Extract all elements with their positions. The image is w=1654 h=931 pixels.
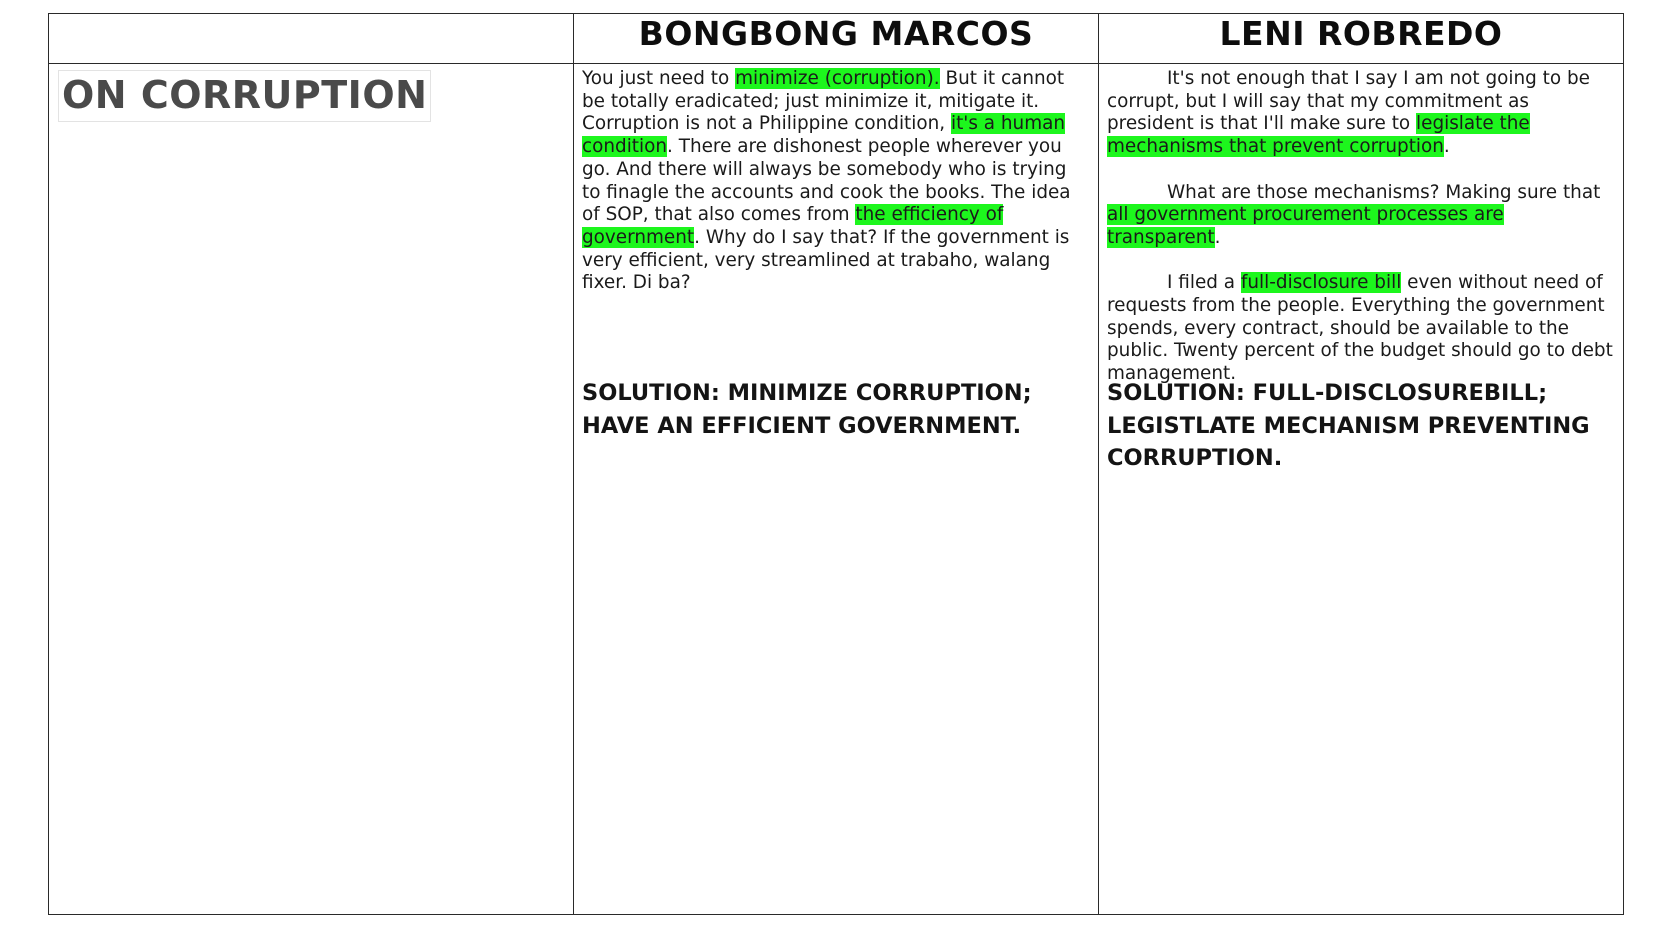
- bbm-quote-text: You just need to: [582, 68, 736, 89]
- leni-quote-text: It's not enough that I say I am not going to be corrupt, but I will say that my commitment as president is that I'll make sure to: [1107, 68, 1590, 135]
- topic-cell: [49, 64, 574, 915]
- bbm-quote-text: But it cannot be totally eradicated; just minimize it, mitigate it. Corruption is not a Philippine condition,: [582, 68, 1065, 135]
- bbm-highlight-minimize: minimize (corruption).: [735, 68, 940, 89]
- leni-highlight-legislate: legislate the mechanisms that prevent corruption: [1107, 113, 1530, 158]
- comparison-table: [48, 13, 1624, 915]
- leni-solution: SOLUTION: FULL-DISCLOSUREBILL; LEGISTLATE MECHANISM PREVENTING CORRUPTION.: [1107, 380, 1590, 471]
- bbm-highlight-efficiency: the efficiency of government: [582, 204, 1004, 248]
- leni-highlight-procurement: all government procurement processes are transparent: [1107, 204, 1504, 248]
- bbm-highlight-human-condition: it's a human condition: [582, 113, 1066, 158]
- leni-cell: [1099, 64, 1624, 915]
- bbm-quote-text: . There are dishonest people wherever you go. And there will always be somebody who is trying to finagle the accounts and cook the books. The idea of SOP, that also comes from: [582, 136, 1071, 226]
- topic-row-corruption: [49, 64, 1624, 915]
- leni-quote-text: What are those mechanisms? Making sure that: [1167, 181, 1601, 203]
- leni-highlight-full-disclosure: full-disclosure bill: [1240, 272, 1402, 294]
- header-bongbong-marcos: BONGBONG MARCOS: [574, 14, 1099, 64]
- leni-paragraph-3: [1107, 272, 1615, 386]
- bbm-quote-text: . Why do I say that? If the government is very efficient, very streamlined at trabaho, walang fixer. Di ba?: [582, 226, 1070, 294]
- leni-paragraph-2: [1107, 182, 1615, 250]
- leni-quote-text: .: [1214, 226, 1221, 248]
- corner-cell: [49, 14, 574, 64]
- topic-title: ON CORRUPTION: [58, 70, 431, 122]
- leni-quote-text: I filed a: [1167, 272, 1241, 294]
- bbm-cell: [574, 64, 1099, 915]
- header-row: [49, 14, 1624, 64]
- bbm-solution: SOLUTION: MINIMIZE CORRUPTION; HAVE AN EFFICIENT GOVERNMENT.: [582, 380, 1032, 439]
- leni-quote-text: .: [1443, 136, 1450, 158]
- bbm-quote: [574, 64, 1098, 377]
- leni-quote-text: even without need of requests from the people. Everything the government spends, every contract, should be available to the public. Twenty percent of the budget should go to debt management.: [1107, 272, 1613, 385]
- leni-paragraph-1: [1107, 68, 1615, 159]
- leni-quote: [1099, 64, 1623, 385]
- header-leni-robredo: LENI ROBREDO: [1099, 14, 1624, 64]
